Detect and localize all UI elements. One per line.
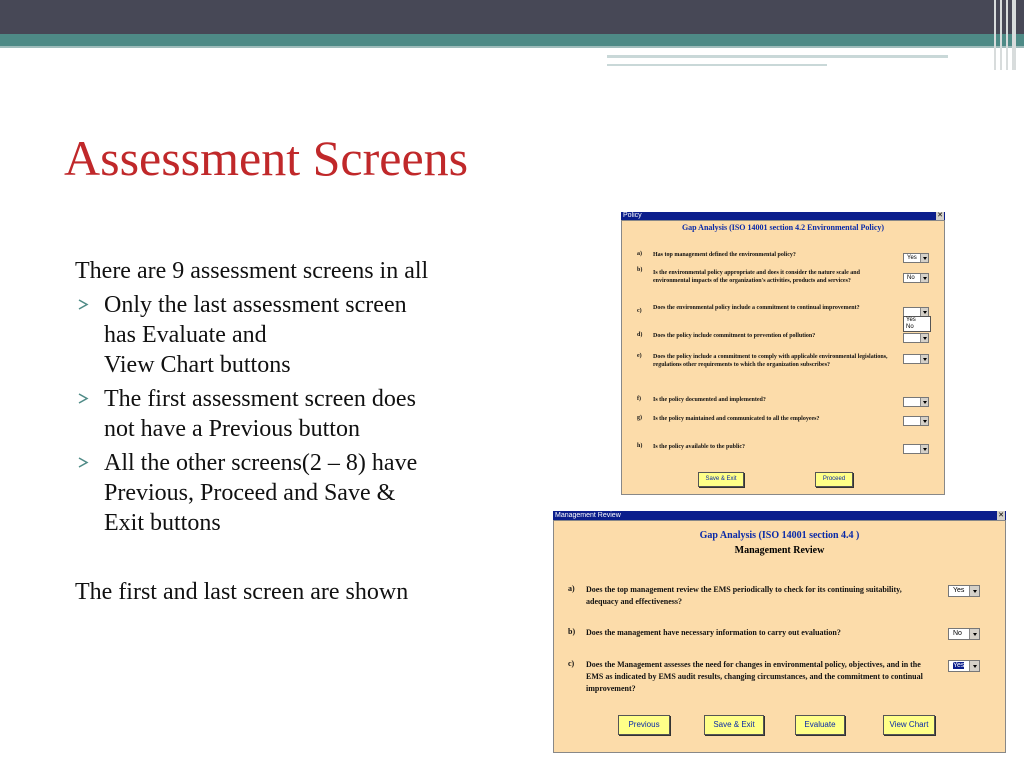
answer-dropdown[interactable]: No: [948, 628, 980, 640]
bullet-text: All the other screens(2 – 8) have Previous, Proceed and Save & Exit buttons: [104, 450, 418, 536]
question-text: Does the Management assesses the need for changes in environmental policy, objectives, and in the EMS as indicated by EMS audit results, changing circumstances, and the commitment to continual improvement?: [586, 660, 923, 693]
arrow-bullet-icon: [77, 392, 90, 405]
bullet-item: [75, 290, 525, 380]
question-label: f): [637, 396, 641, 402]
question-label: b): [637, 267, 643, 273]
question-label: e): [637, 353, 642, 359]
header-line: [0, 46, 1024, 48]
bullet-text: Only the last assessment screen has Evaluate and View Chart buttons: [104, 292, 407, 378]
slide-title: Assessment Screens: [64, 130, 469, 186]
intro-text: There are 9 assessment screens in all: [75, 258, 429, 284]
bullet-item: [75, 384, 525, 444]
answer-dropdown[interactable]: [903, 416, 929, 426]
answer-dropdown[interactable]: [903, 444, 929, 454]
bullet-list: [75, 290, 525, 542]
answer-dropdown[interactable]: [903, 397, 929, 407]
bullet-item: [75, 448, 525, 538]
chevron-down-icon[interactable]: [920, 398, 928, 406]
answer-dropdown[interactable]: No: [903, 273, 929, 283]
question-label: c): [568, 659, 575, 668]
review-titlebar: [553, 511, 1006, 520]
policy-titlebar: [621, 212, 945, 220]
chevron-down-icon[interactable]: [920, 417, 928, 425]
dropdown-option[interactable]: Yes: [906, 317, 916, 323]
question-label: c): [637, 308, 642, 314]
chevron-down-icon[interactable]: [920, 274, 928, 282]
question-text: Has top management defined the environmental policy?: [653, 252, 796, 258]
question-text: Does the policy include a commitment to comply with applicable environmental legislations, regulations other requirements to which the organization subscribes?: [653, 354, 888, 368]
chevron-down-icon[interactable]: [920, 254, 928, 262]
review-heading: Gap Analysis (ISO 14001 section 4.4 ): [699, 530, 860, 541]
close-icon[interactable]: ✕: [937, 212, 943, 219]
chevron-down-icon[interactable]: [969, 629, 979, 639]
chevron-down-icon[interactable]: [969, 586, 979, 596]
question-text: Is the policy documented and implemented?: [653, 397, 766, 403]
evaluate-button[interactable]: Evaluate: [795, 715, 845, 735]
answer-dropdown[interactable]: [903, 333, 929, 343]
header-band-dark: [0, 0, 1024, 34]
question-text: Does the policy include commitment to prevention of pollution?: [653, 333, 816, 339]
answer-dropdown[interactable]: [903, 354, 929, 364]
question-label: a): [568, 584, 575, 593]
policy-window: [621, 212, 945, 495]
question-label: d): [637, 332, 643, 338]
closing-text: The first and last screen are shown: [75, 579, 409, 605]
answer-dropdown[interactable]: Yes: [948, 660, 980, 672]
view-chart-button[interactable]: View Chart: [883, 715, 935, 735]
save-exit-button[interactable]: Save & Exit: [698, 472, 744, 487]
header-vertical-lines: [992, 0, 1024, 70]
policy-heading: Gap Analysis (ISO 14001 section 4.2 Environmental Policy): [681, 223, 885, 232]
review-subheading: Management Review: [734, 545, 825, 556]
arrow-bullet-icon: [77, 456, 90, 469]
chevron-down-icon[interactable]: [920, 334, 928, 342]
question-text: Is the environmental policy appropriate and does it consider the nature scale and environmental impacts of the organization's activities, products and services?: [653, 270, 860, 284]
bullet-text: The first assessment screen does not have a Previous button: [104, 386, 416, 442]
question-text: Does the top management review the EMS periodically to check for its continuing suitability, adequacy and effectiveness?: [586, 585, 902, 606]
close-icon[interactable]: ✕: [998, 512, 1004, 519]
proceed-button[interactable]: Proceed: [815, 472, 853, 487]
dropdown-options: [903, 316, 931, 332]
answer-dropdown[interactable]: Yes: [903, 253, 929, 263]
question-label: h): [637, 443, 643, 449]
save-exit-button[interactable]: Save & Exit: [704, 715, 764, 735]
question-text: Is the policy available to the public?: [653, 444, 746, 450]
window-title: Management Review: [555, 512, 621, 519]
chevron-down-icon[interactable]: [969, 661, 979, 671]
previous-button[interactable]: Previous: [618, 715, 670, 735]
dropdown-option[interactable]: No: [906, 324, 914, 330]
review-window: [553, 511, 1006, 753]
header-accent-line: [607, 55, 948, 58]
arrow-bullet-icon: [77, 298, 90, 311]
question-label: b): [568, 627, 576, 636]
header-band-teal: [0, 34, 1024, 46]
header-accent-line: [607, 64, 827, 66]
question-text: Is the policy maintained and communicated to all the employees?: [653, 416, 820, 422]
question-text: Does the environmental policy include a commitment to continual improvement?: [653, 305, 860, 311]
chevron-down-icon[interactable]: [920, 308, 928, 316]
question-text: Does the management have necessary information to carry out evaluation?: [586, 628, 841, 637]
question-label: g): [637, 415, 642, 421]
review-body: [553, 520, 1006, 753]
question-label: a): [637, 251, 642, 257]
chevron-down-icon[interactable]: [920, 355, 928, 363]
window-title: Policy: [623, 212, 642, 219]
answer-dropdown[interactable]: Yes: [948, 585, 980, 597]
policy-body: [621, 220, 945, 495]
chevron-down-icon[interactable]: [920, 445, 928, 453]
